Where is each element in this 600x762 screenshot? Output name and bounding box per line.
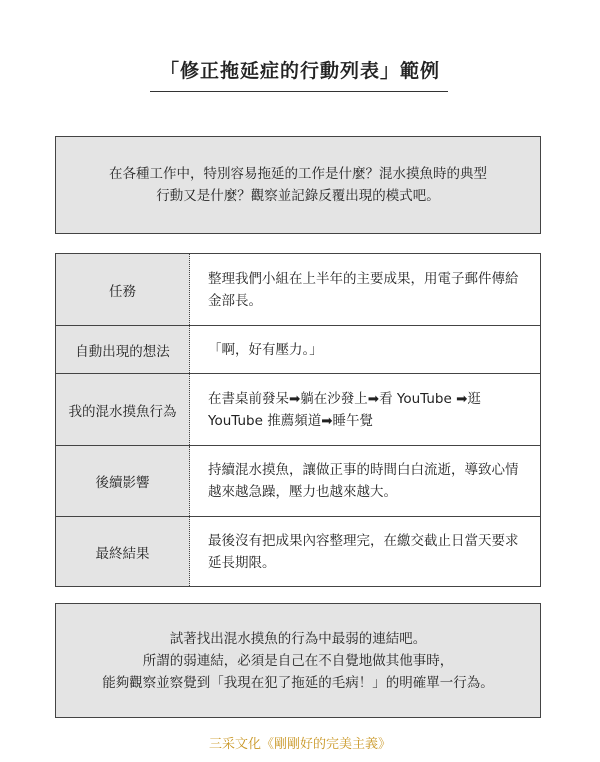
source-credit: 三采文化《剛剛好的完美主義》 <box>208 737 391 752</box>
table-row-automatic-thought <box>56 326 540 374</box>
outro-line: 試著找出混水摸魚的行為中最弱的連結吧。 <box>169 630 427 647</box>
intro-box <box>55 136 541 234</box>
table-row-task <box>56 254 540 326</box>
page-title: 「修正拖延症的行動列表」範例 <box>159 60 440 82</box>
table-row-consequence <box>56 446 540 517</box>
row-content: 「啊，好有壓力。」 <box>208 341 323 358</box>
title-underline <box>150 91 448 92</box>
outro-line: 所謂的弱連結，必須是自己在不自覺地做其他事時， <box>142 652 454 669</box>
row-label: 任務 <box>56 254 190 325</box>
outro-box <box>55 603 541 718</box>
outro-line: 能夠觀察並察覺到「我現在犯了拖延的毛病！」的明確單一行為。 <box>102 674 494 691</box>
intro-line: 行動又是什麼？觀察並記錄反覆出現的模式吧。 <box>156 188 440 204</box>
row-content: 整理我們小組在上半年的主要成果，用電子郵件傳給金部長。 <box>208 270 519 309</box>
intro-line: 在各種工作中，特別容易拖延的工作是什麼？混水摸魚時的典型 <box>109 166 487 182</box>
row-label: 最終結果 <box>56 517 190 586</box>
row-content: 在書桌前發呆➡躺在沙發上➡看 YouTube ➡逛 YouTube 推薦頻道➡睡午覺 <box>208 390 481 429</box>
row-label: 自動出現的想法 <box>56 326 190 373</box>
table-row-final-result <box>56 517 540 586</box>
action-list-table <box>55 253 541 587</box>
row-content: 最後沒有把成果內容整理完，在繳交截止日當天要求延長期限。 <box>208 532 519 571</box>
row-label: 我的混水摸魚行為 <box>56 374 190 445</box>
table-row-slacking-behavior <box>56 374 540 446</box>
row-content: 持續混水摸魚，讓做正事的時間白白流逝，導致心情越來越急躁，壓力也越來越大。 <box>208 462 519 500</box>
row-label: 後續影響 <box>56 446 190 516</box>
